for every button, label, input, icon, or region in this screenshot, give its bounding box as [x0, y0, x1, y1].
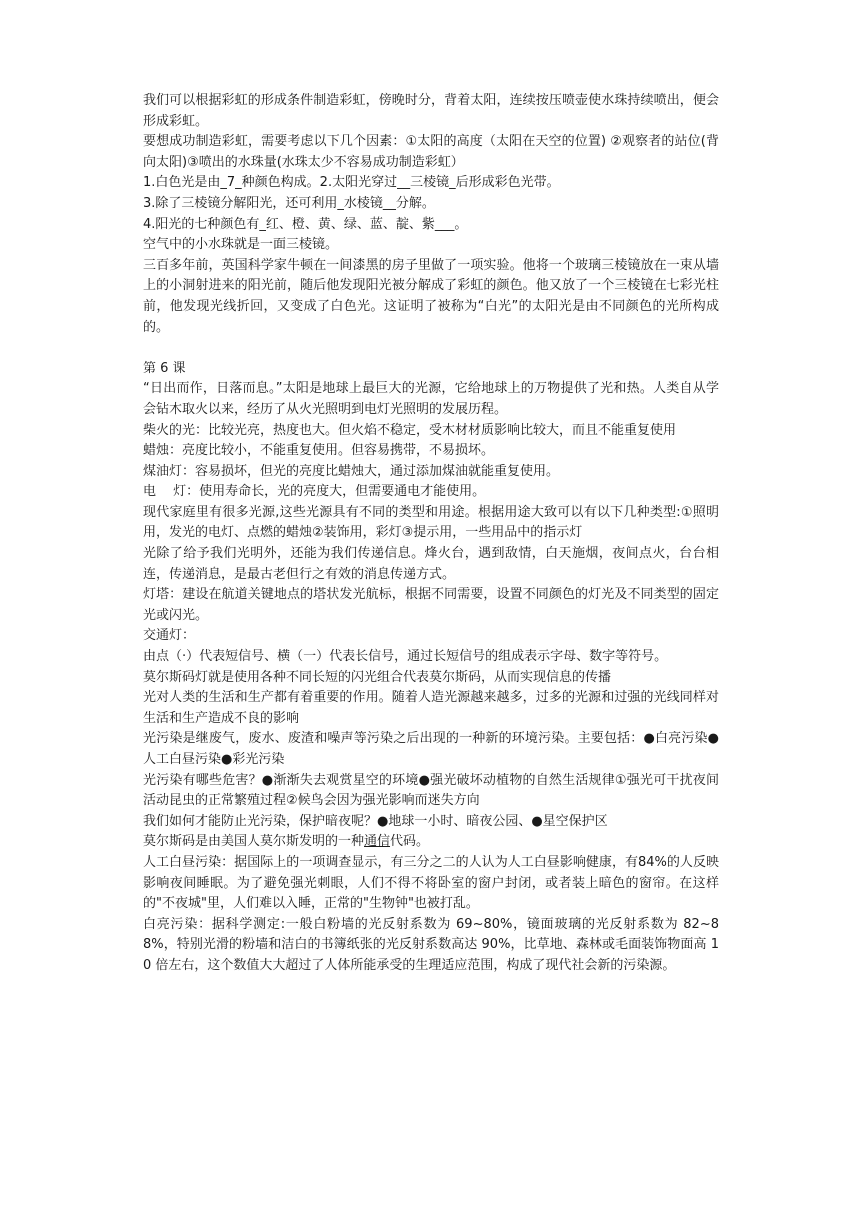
paragraph: 光对人类的生活和生产都有着重要的作用。随着人造光源越来越多，过多的光源和过强的光线同样对生活和生产造成不良的影响	[143, 690, 719, 726]
paragraph: 3.除了三棱镜分解阳光，还可利用_水棱镜__分解。	[143, 195, 435, 211]
morse-text-before: 莫尔斯码是由美国人莫尔斯发明的一种	[143, 834, 365, 850]
paragraph: 蜡烛：亮度比较小，不能重复使用。但容易携带，不易损坏。	[143, 443, 495, 459]
paragraph: 光污染有哪些危害？●渐渐失去观赏星空的环境●强光破坏动植物的自然生活规律①强光可干扰夜间活动昆虫的正常繁殖过程②候鸟会因为强光影响而迷失方向	[143, 772, 719, 809]
paragraph: 1.白色光是由_7_种颜色构成。2.太阳光穿过__三棱镜_后形成彩色光带。	[143, 175, 560, 191]
paragraph: 现代家庭里有很多光源,这些光源具有不同的类型和用途。根据用途大致可以有以下几种类型:①照明用，发光的电灯、点燃的蜡烛②装饰用，彩灯③提示用，一些用品中的指示灯	[143, 504, 719, 541]
paragraph: 灯塔：建设在航道关键地点的塔状发光航标，根据不同需要，设置不同颜色的灯光及不同类型的固定光或闪光。	[143, 587, 719, 623]
paragraph: 我们如何才能防止光污染，保护暗夜呢？●地球一小时、暗夜公园、●星空保护区	[143, 813, 608, 829]
lesson-title: 第 6 课	[143, 360, 186, 376]
paragraph: 白亮污染：据科学测定:一般白粉墙的光反射系数为 69~80%，镜面玻璃的光反射系数为 82~88%，特别光滑的粉墙和洁白的书簿纸张的光反射系数高达 90%，比草地、森林或毛面装饰物面高 10 倍左右，这个数值大大超过了人体所能承受的生理适应范围，构成了现代社会新的污染源。	[143, 916, 719, 973]
spacer	[143, 338, 719, 359]
paragraph: 4.阳光的七种颜色有_红、橙、黄、绿、蓝、靛、紫___。	[143, 216, 468, 232]
paragraph: 三百多年前，英国科学家牛顿在一间漆黑的房子里做了一项实验。他将一个玻璃三棱镜放在一束从墙上的小洞射进来的阳光前，随后他发现阳光被分解成了彩虹的颜色。他又放了一个三棱镜在七彩光柱前，他发现光线折回，又变成了白色光。这证明了被称为“白光”的太阳光是由不同颜色的光所构成的。	[143, 257, 719, 335]
paragraph: 电 灯：使用寿命长，光的亮度大，但需要通电才能使用。	[143, 484, 486, 500]
paragraph: “日出而作，日落而息。”太阳是地球上最巨大的光源，它给地球上的万物提供了光和热。人类自从学会钻木取火以来，经历了从火光照明到电灯光照明的发展历程。	[143, 381, 719, 417]
paragraph: 空气中的小水珠就是一面三棱镜。	[143, 237, 339, 253]
paragraph: 交通灯：	[143, 628, 196, 644]
paragraph: 光除了给予我们光明外，还能为我们传递信息。烽火台，遇到敌情，白天施烟，夜间点火，台台相连，传递消息，是最古老但行之有效的消息传递方式。	[143, 546, 719, 582]
paragraph: 我们可以根据彩虹的形成条件制造彩虹，傍晚时分，背着太阳，连续按压喷壶使水珠持续喷出，便会形成彩虹。	[143, 93, 719, 129]
morse-paragraph	[143, 832, 719, 853]
morse-answer: 通信	[364, 834, 391, 850]
paragraph: 莫尔斯码灯就是使用各种不同长短的闪光组合代表莫尔斯码，从而实现信息的传播	[143, 669, 612, 685]
paragraph: 人工白昼污染：据国际上的一项调查显示，有三分之二的人认为人工白昼影响健康，有84%的人反映影响夜间睡眠。为了避免强光刺眼，人们不得不将卧室的窗户封闭，或者装上暗色的窗帘。在这样的"不夜城"里，人们难以入睡，正常的"生物钟"也被打乱。	[143, 854, 719, 912]
paragraph: 由点（·）代表短信号、横（一）代表长信号，通过长短信号的组成表示字母、数字等符号。	[143, 649, 668, 665]
paragraph: 煤油灯：容易损坏，但光的亮度比蜡烛大，通过添加煤油就能重复使用。	[143, 463, 560, 479]
paragraph: 要想成功制造彩虹，需要考虑以下几个因素：①太阳的高度（太阳在天空的位置) ②观察者的站位(背向太阳)③喷出的水珠量(水珠太少不容易成功制造彩虹）	[143, 134, 719, 170]
paragraph: 柴火的光：比较光亮，热度也大。但火焰不稳定，受木材材质影响比较大，而且不能重复使用	[143, 422, 677, 438]
document-body	[143, 91, 719, 977]
morse-text-after: 代码。	[390, 834, 430, 850]
paragraph: 光污染是继废气，废水、废渣和噪声等污染之后出现的一种新的环境污染。主要包括：●白亮污染●人工白昼污染●彩光污染	[143, 731, 719, 767]
